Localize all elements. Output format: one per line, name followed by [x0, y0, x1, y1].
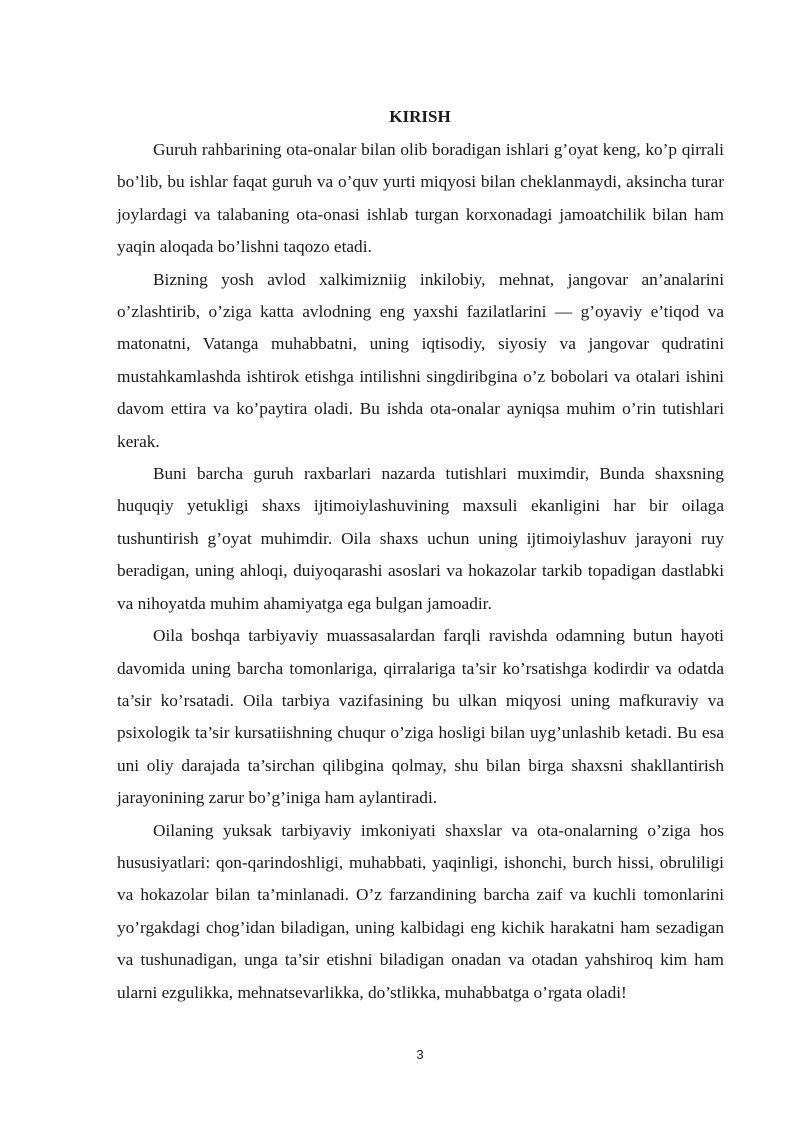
paragraph: Oila boshqa tarbiyaviy muassasalardan farqli ravishda odamning butun hayoti davomida uning barcha tomonlariga, qirralariga ta’sir ko’rsatishga kodirdir va odatda ta’sir ko’rsatadi. Oila tarbiya vazifasining bu ulkan miqyosi uning mafkuraviy va psixologik ta’sir kursatiishning chuqur o’ziga hosligi bilan uyg’unlashib ketadi. Bu esa uni oliy darajada ta’sirchan qilibgina qolmay, shu bilan birga shaxsni shakllantirish jarayonining zarur bo’g’iniga ham aylantiradi.	[117, 626, 724, 808]
page-number: 3	[416, 1047, 424, 1062]
body-text	[117, 134, 724, 1009]
paragraph: Bizning yosh avlod xalkimizniig inkilobiy, mehnat, jangovar an’analarini o’zlashtirib, o’ziga katta avlodning eng yaxshi fazilatlarini — g’oyaviy e’tiqod va matonatni, Vatanga muhabbatni, uning iqtisodiy, siyosiy va jangovar qudratini mustahkamlashda ishtirok etishga intilishni singdiribgina o’z bobolari va otalari ishini davom ettira va ko’paytira oladi. Bu ishda ota-onalar ayniqsa muhim o’rin tutishlari kerak.	[117, 269, 724, 451]
page-title: KIRISH	[389, 107, 451, 126]
paragraph: Buni barcha guruh raxbarlari nazarda tutishlari muximdir, Bunda shaxsning huquqiy yetukligi shaxs ijtimoiylashuvining maxsuli ekanligini har bir oilaga tushuntirish g’oyat muhimdir. Oila shaxs uchun uning ijtimoiylashuv jarayoni ruy beradigan, uning ahloqi, duiyoqarashi asoslari va hokazolar tarkib topadigan dastlabki va nihoyatda muhim ahamiyatga ega bulgan jamoadir.	[117, 464, 724, 613]
paragraph: Guruh rahbarining ota-onalar bilan olib boradigan ishlari g’oyat keng, ko’p qirrali bo’lib, bu ishlar faqat guruh va o’quv yurti miqyosi bilan cheklanmaydi, aksincha turar joylardagi va talabaning ota-onasi ishlab turgan korxonadagi jamoatchilik bilan ham yaqin aloqada bo’lishni taqozo etadi.	[117, 140, 724, 257]
paragraph: Oilaning yuksak tarbiyaviy imkoniyati shaxslar va ota-onalarning o’ziga hos hususiyatlari: qon-qarindoshligi, muhabbati, yaqinligi, ishonchi, burch hissi, obruliligi va hokazolar bilan ta’minlanadi. O’z farzandining barcha zaif va kuchli tomonlarini yo’rgakdagi chog’idan biladigan, uning kalbidagi eng kichik harakatni ham sezadigan va tushunadigan, unga ta’sir etishni biladigan onadan va otadan yahshiroq kim ham ularni ezgulikka, mehnatsevarlikka, do’stlikka, muhabbatga o’rgata oladi!	[117, 820, 724, 1002]
